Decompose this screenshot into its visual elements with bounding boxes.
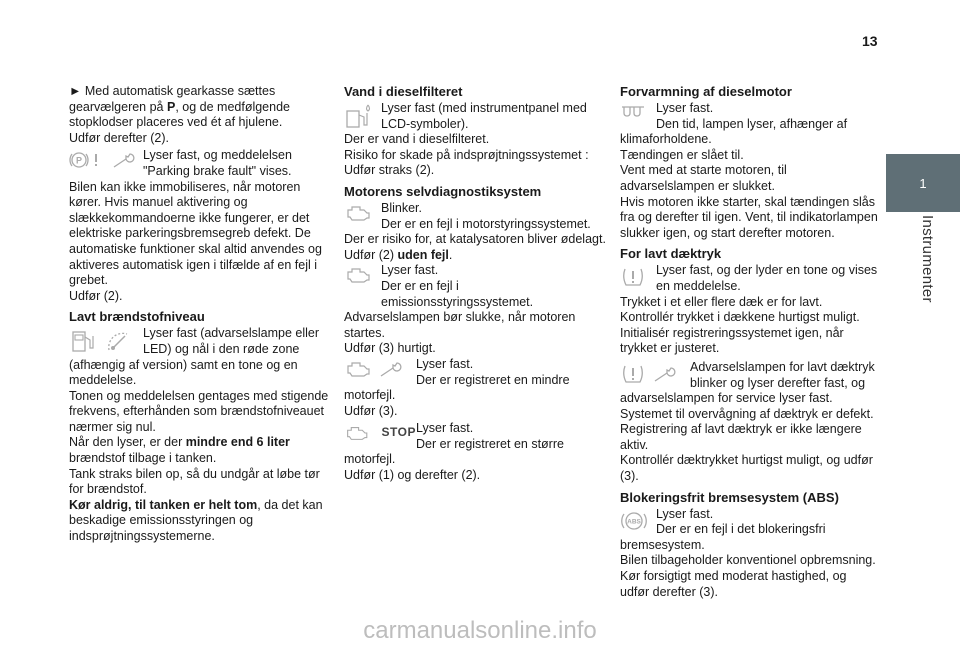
chapter-label: Instrumenter	[919, 215, 936, 303]
engine-icon	[344, 265, 372, 285]
heading-water-in-diesel: Vand i dieselfilteret	[344, 84, 463, 99]
parking-brake-warning: P Lyser fast, og meddelelsen "Parking brake fault" vises.	[69, 148, 331, 179]
engine-diag-emissions: Lyser fast. Der er en fejl i emissionsstyringssystemet.	[344, 263, 606, 310]
heading-diesel-preheat: Forvarmning af dieselmotor	[620, 84, 792, 99]
intro-action: Udfør derefter (2).	[69, 130, 170, 145]
engine-diag-major: STOP Lyser fast. Der er registreret en større	[344, 421, 606, 452]
parking-brake-body: Bilen kan ikke immobiliseres, når motoren kører. Hvis manuel aktivering og slækkekommandoerne ikke fungerer, er det elektriske parkeringsbremsegreb defekt. De automatiske funktioner skal altid anvendes og aktiveres automatisk igen i tilfælde af en fejl i grebet.	[69, 179, 322, 288]
preheat-warning: Lyser fast. Den tid, lampen lyser, afhænger af	[620, 101, 878, 132]
engine-icon	[344, 423, 370, 443]
engine-diag-blink: Blinker. Der er en fejl i motorstyringssystemet.	[344, 201, 606, 232]
column-1: ► Med automatisk gearkasse sættes gearvælgeren på P, og de medfølgende stopklodser placeres ved ét af hjulene. Udfør derefter (2). P Lyser fast, og meddelelsen "Parking brake fault" vises. Bilen kan ikke immobiliseres, når motoren kører. Hvis manuel aktivering og slækkekommandoerne ikke fungerer, er det elektriske parkeringsbremsegreb defekt. De automatiske funktioner skal altid anvendes og aktiveres automatisk igen i tilfælde af en fejl i grebet. Udfør (2). Lavt brændstofniveau Lyser fast (advarselslampe eller LED) og nål i den røde zone (afhængig af version) samt en tone og en meddelelse. Tonen og meddelelsen gentages med stigende frekvens, efterhånden som brændstofniveauet nærmer sig nul. Når den lyser, er der mindre end 6 liter brændstof tilbage i tanken. Tank straks bilen op, så du undgår at løbe tør for brændstof. Kør aldrig, til tanken er helt tom, da det kan beskadige emissionsstyringen og indsprøjtningssystemerne.	[69, 84, 331, 545]
column-2: Vand i dieselfilteret Lyser fast (med instrumentpanel med LCD-symboler). Der er vand i dieselfilteret. Risiko for skade på indsprøjtningssystemet : Udfør straks (2). Motorens selvdiagnostiksystem Blinker. Der er en fejl i motorstyringssystemet. Der er risiko for, at katalysatoren bliver ødelagt. Udfør (2) uden fejl. Lyser fast. Der er en fejl i emissionsstyringssystemet. Advarselslampen bør slukke, når motoren startes. Udfør (3) hurtigt. Lyser fast. Der er registreret en mindre motorfejl. Udfør (3). STOP Lyser fast. Der er registreret en større motorfejl. Udfør (1) og derefter (2).	[344, 84, 606, 483]
wrench-icon	[378, 359, 402, 379]
stop-icon: STOP	[381, 425, 416, 440]
wrench-icon	[111, 150, 135, 170]
heading-low-fuel: Lavt brændstofniveau	[69, 309, 205, 325]
parking-brake-action: Udfør (2).	[69, 288, 123, 303]
engine-diag-minor: Lyser fast. Der er registreret en mindre	[344, 357, 606, 388]
heading-abs: Blokeringsfrit bremsesystem (ABS)	[620, 489, 839, 505]
tyre-system-fault: Advarselslampen for lavt dæktryk blinker og lyser derefter fast, og	[620, 360, 878, 391]
tyre-pressure-icon	[620, 265, 646, 289]
engine-icon	[344, 203, 372, 223]
intro-paragraph: ► Med automatisk gearkasse sættes gearvælgeren på P, og de medfølgende stopklodser placeres ved ét af hjulene.	[69, 84, 290, 130]
heading-low-tyre-pressure: For lavt dæktryk	[620, 246, 722, 262]
watermark: carmanualsonline.info	[363, 617, 597, 644]
glow-plug-icon	[620, 103, 648, 119]
tyre-pressure-icon	[620, 362, 646, 386]
fuel-pump-icon	[69, 328, 99, 354]
abs-warning: ABS Lyser fast. Der er en fejl i det blokeringsfri	[620, 507, 878, 538]
low-tyre-warning: Lyser fast, og der lyder en tone og vises en meddelelse.	[620, 263, 878, 294]
column-3: Forvarmning af dieselmotor Lyser fast. Den tid, lampen lyser, afhænger af klimaforholdene. Tændingen er slået til. Vent med at starte motoren, til advarselslampen er slukket. Hvis motoren ikke starter, skal tændingen slås fra og derefter til igen. Vent, til indikatorlampen slukker igen, og start derefter motoren. For lavt dæktryk Lyser fast, og der lyder en tone og vises en meddelelse. Trykket i et eller flere dæk er for lavt. Kontrollér trykket i dækkene hurtigst muligt. Initialisér registreringssystemet igen, når trykket er justeret. Advarselslampen for lavt dæktryk blinker og lyser derefter fast, og advarselslampen for service lyser fast. Systemet til overvågning af dæktryk er defekt. Registrering af lavt dæktryk er ikke længere aktiv. Kontrollér dæktrykket hurtigst muligt, og udfør (3). Blokeringsfrit bremsesystem (ABS) ABS Lyser fast. Der er en fejl i det blokeringsfri bremsesystem. Bilen tilbageholder konventionel opbremsning. Kør forsigtigt med moderat hastighed, og udfør derefter (3).	[620, 84, 878, 599]
parking-brake-fault-icon	[69, 150, 105, 170]
page-number: 13	[862, 33, 878, 49]
abs-icon-label: ABS	[627, 518, 641, 526]
engine-icon	[344, 359, 372, 379]
water-in-fuel-icon	[344, 103, 374, 131]
wrench-icon	[652, 364, 676, 384]
water-in-diesel-warning: Lyser fast (med instrumentpanel med LCD-symboler).	[344, 101, 606, 132]
chapter-tab-number: 1	[919, 175, 927, 191]
svg-text:P: P	[75, 155, 83, 166]
fuel-gauge-icon	[105, 328, 131, 354]
abs-icon	[620, 509, 648, 533]
heading-engine-self-diagnostics: Motorens selvdiagnostiksystem	[344, 183, 542, 199]
low-fuel-warning: Lyser fast (advarselslampe eller LED) og nål i den røde zone	[69, 326, 331, 357]
